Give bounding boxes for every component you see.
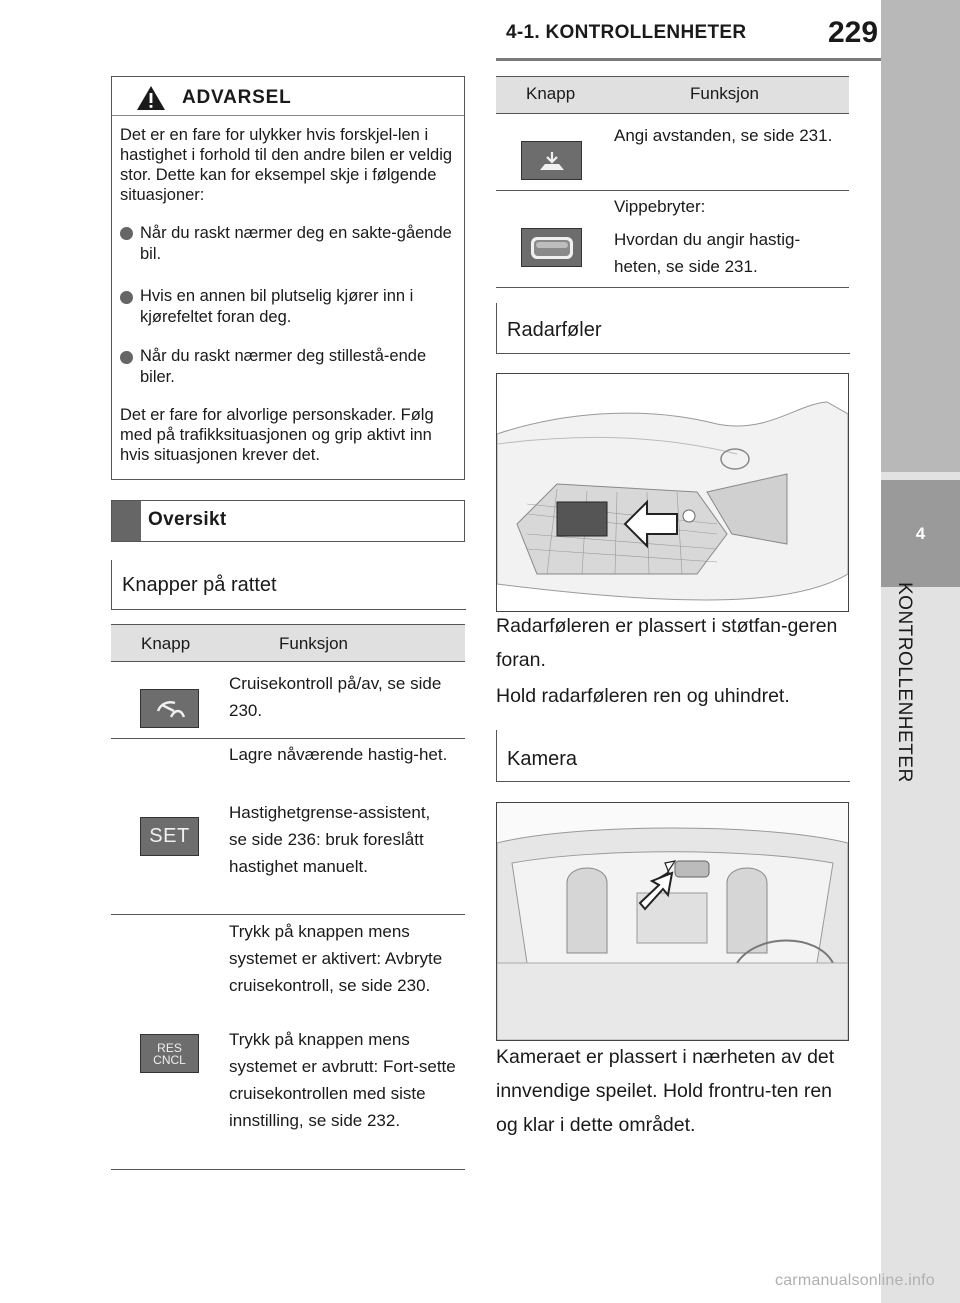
camera-subheading <box>496 730 849 782</box>
radar-subheading-text: Radarføler <box>507 319 602 341</box>
camera-text: Kameraet er plassert i nærheten av det innvendige speilet. Hold frontru-ten ren og klar i dette området. <box>496 1046 835 1136</box>
warning-bullet-2: Hvis en annen bil plutselig kjører inn i kjørefeltet foran deg. <box>140 287 414 326</box>
rocker-switch-icon <box>528 233 576 263</box>
overview-heading <box>111 500 465 542</box>
cncl-label: CNCL <box>153 1052 186 1067</box>
row1-function: Cruisekontroll på/av, se side 230. <box>229 674 442 720</box>
right-row2-function-2: Hvordan du angir hastig-heten, se side 231. <box>614 230 801 276</box>
warning-bullet-3: Når du raskt nærmer deg stillestå-ende biler. <box>140 347 427 386</box>
camera-illustration <box>496 802 849 1041</box>
section-title: 4-1. KONTROLLENHETER <box>506 22 747 43</box>
row-divider <box>111 738 465 739</box>
bullet-dot <box>120 351 133 364</box>
right-table-header <box>496 76 849 114</box>
radar-illustration <box>496 373 849 612</box>
bullet-dot <box>120 227 133 240</box>
row-divider <box>111 1169 465 1170</box>
rocker-switch-key <box>521 228 582 267</box>
radar-text-1: Radarføleren er plassert i støtfan-geren foran. <box>496 615 838 671</box>
col-header-function: Funksjon <box>690 84 759 103</box>
row2-function-2: Hastighetgrense-assistent, se side 236: bruk foreslått hastighet manuelt. <box>229 803 431 876</box>
row-divider <box>111 914 465 915</box>
overview-heading-text: Oversikt <box>148 509 227 530</box>
chapter-label-text: KONTROLLENHETER <box>894 582 915 783</box>
cruise-control-icon <box>153 697 187 721</box>
heading-bar <box>112 501 141 541</box>
warning-box <box>111 76 465 480</box>
right-row2-function-1: Vippebryter: <box>614 197 706 216</box>
distance-icon <box>535 149 569 173</box>
subheading-rule <box>497 353 850 354</box>
row3-function-2: Trykk på knappen mens systemet er avbrutt: Fort-sette cruisekontrollen med siste innstilling, se side 232. <box>229 1030 456 1130</box>
col-header-button: Knapp <box>141 634 191 653</box>
res-cncl-key <box>140 1034 199 1073</box>
side-tab-top <box>881 0 960 472</box>
buttons-subheading <box>111 560 465 610</box>
row-divider <box>496 190 849 191</box>
warning-outro: Det er fare for alvorlige personskader. Følg med på trafikksituasjonen og grip aktivt inn hvis situasjonen krever det. <box>120 406 434 464</box>
row2-function-1: Lagre nåværende hastig-het. <box>229 745 448 764</box>
radar-subheading <box>496 303 849 354</box>
radar-text-2: Hold radarføleren ren og uhindret. <box>496 685 790 707</box>
chapter-label <box>893 582 923 802</box>
cruise-control-key <box>140 689 199 728</box>
subheading-rule <box>112 609 466 610</box>
distance-key <box>521 141 582 180</box>
row3-function-1: Trykk på knappen mens systemet er aktivert: Avbryte cruisekontroll, se side 230. <box>229 922 443 995</box>
warning-header <box>112 77 464 116</box>
camera-subheading-text: Kamera <box>507 748 578 770</box>
row-divider <box>496 287 849 288</box>
car-interior-drawing <box>497 803 848 1040</box>
watermark: carmanualsonline.info <box>775 1272 935 1289</box>
buttons-subheading-text: Knapper på rattet <box>122 574 277 596</box>
set-key: SET <box>140 817 199 856</box>
warning-bullet-1: Når du raskt nærmer deg en sakte-gående bil. <box>140 224 452 263</box>
right-row1-function: Angi avstanden, se side 231. <box>614 126 833 145</box>
page-number: 229 <box>828 16 879 49</box>
col-header-function: Funksjon <box>279 634 348 653</box>
bullet-dot <box>120 291 133 304</box>
res-label: RES <box>157 1040 182 1055</box>
col-header-button: Knapp <box>526 84 576 103</box>
warning-triangle-icon <box>136 85 166 111</box>
subheading-rule <box>497 781 850 782</box>
car-front-drawing <box>497 374 848 611</box>
left-table-header <box>111 624 465 662</box>
warning-title: ADVARSEL <box>182 87 292 108</box>
warning-intro: Det er en fare for ulykker hvis forskjel-len i hastighet i forhold til den andre bilen er veldig stor. Dette kan for eksempel skje i følgende situasjoner: <box>120 126 453 204</box>
chapter-number: 4 <box>881 480 960 587</box>
